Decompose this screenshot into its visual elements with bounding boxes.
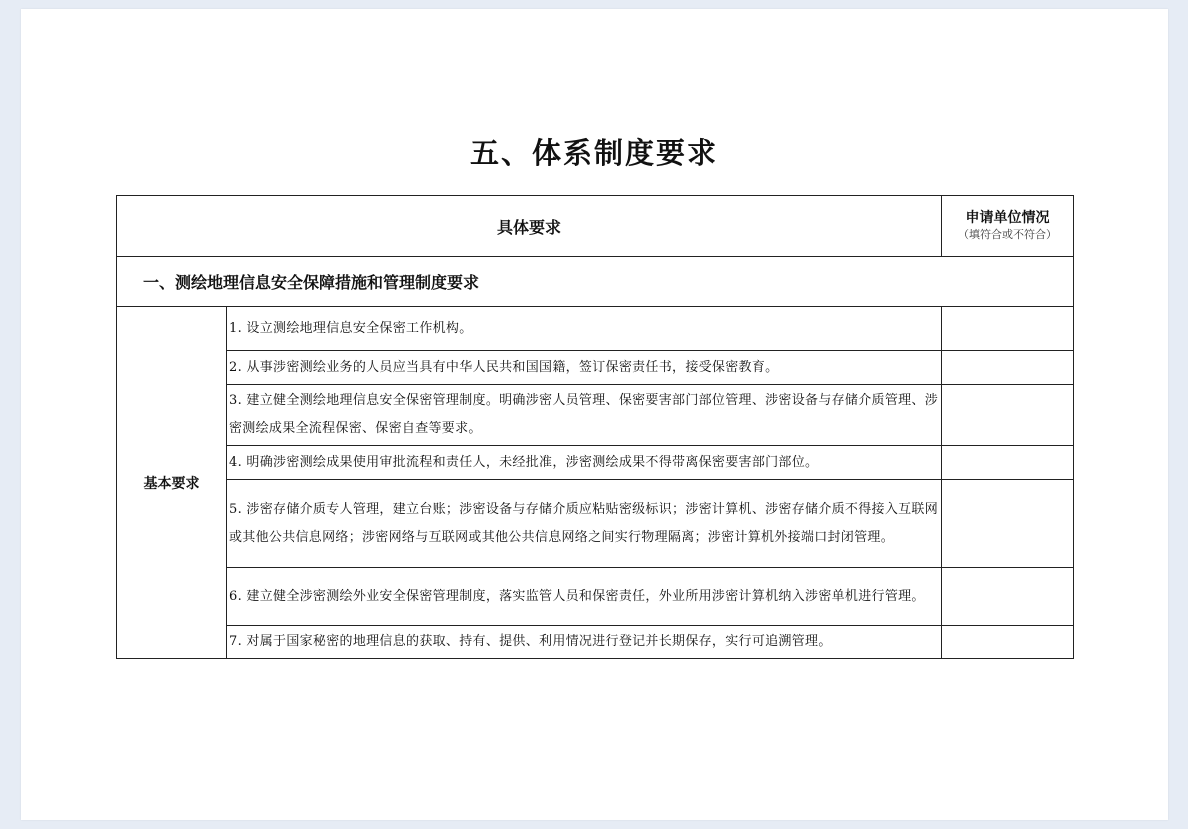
status-cell-7[interactable] [942,626,1074,659]
status-cell-3[interactable] [942,385,1074,446]
table-row [117,626,1074,659]
status-cell-2[interactable] [942,351,1074,385]
status-cell-1[interactable] [942,307,1074,351]
requirement-item-7: 7. 对属于国家秘密的地理信息的获取、持有、提供、利用情况进行登记并长期保存，实行可追溯管理。 [227,626,942,659]
table-row [117,446,1074,480]
document-title: 五、体系制度要求 [469,136,718,170]
requirement-item-5: 5. 涉密存储介质专人管理，建立台账；涉密设备与存储介质应粘贴密级标识；涉密计算机、涉密存储介质不得接入互联网或其他公共信息网络；涉密网络与互联网或其他公共信息网络之间实行物理隔离；涉密计算机外接端口封闭管理。 [227,480,942,568]
header-requirement: 具体要求 [117,196,942,257]
requirement-item-4: 4. 明确涉密测绘成果使用审批流程和责任人，未经批准，涉密测绘成果不得带离保密要害部门部位。 [227,446,942,480]
header-status-title: 申请单位情况 [965,210,1050,227]
requirement-item-1: 1. 设立测绘地理信息安全保密工作机构。 [227,307,942,351]
requirement-item-6: 6. 建立健全涉密测绘外业安全保密管理制度，落实监管人员和保密责任，外业所用涉密计算机纳入涉密单机进行管理。 [227,568,942,626]
status-cell-6[interactable] [942,568,1074,626]
section-row [117,257,1074,307]
table-row [117,351,1074,385]
status-cell-4[interactable] [942,446,1074,480]
table-row [117,385,1074,446]
section-heading: 一、测绘地理信息安全保障措施和管理制度要求 [117,257,1074,307]
table-header-row [117,196,1074,257]
status-cell-5[interactable] [942,480,1074,568]
requirement-item-3: 3. 建立健全测绘地理信息安全保密管理制度。明确涉密人员管理、保密要害部门部位管理、涉密设备与存储介质管理、涉密测绘成果全流程保密、保密自查等要求。 [227,385,942,446]
table-row [117,568,1074,626]
group-label: 基本要求 [117,307,227,659]
requirement-item-2: 2. 从事涉密测绘业务的人员应当具有中华人民共和国国籍，签订保密责任书，接受保密教育。 [227,351,942,385]
table-row [117,480,1074,568]
table-row [117,307,1074,351]
header-status [942,196,1074,257]
header-status-hint: （填符合或不符合） [958,228,1058,242]
requirements-table [116,195,1074,659]
